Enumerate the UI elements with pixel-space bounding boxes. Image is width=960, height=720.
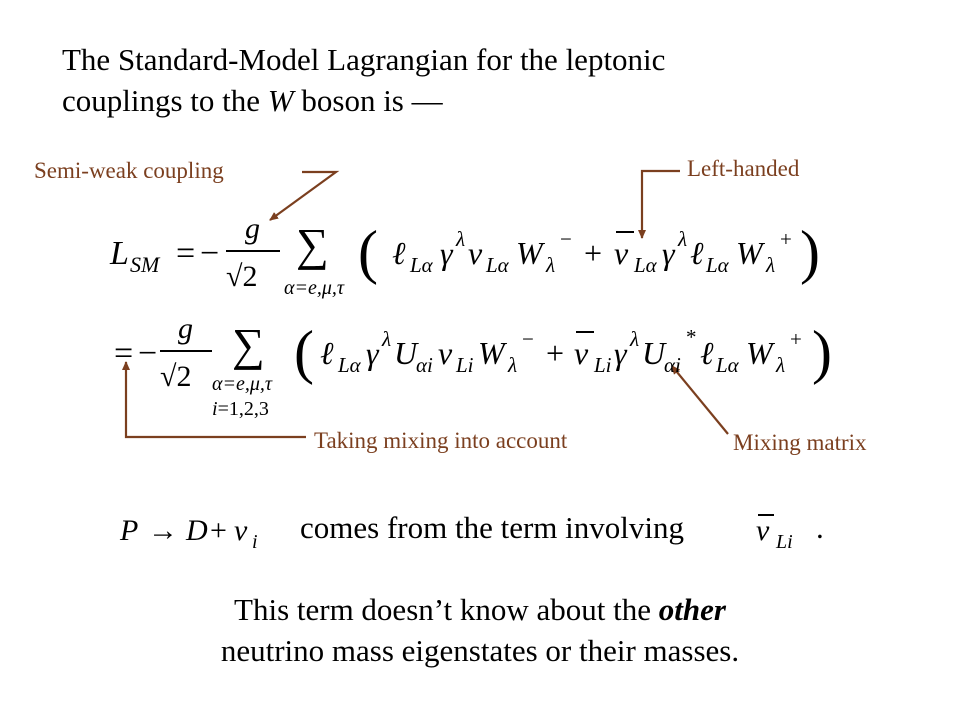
svg-text:D: D: [186, 514, 208, 547]
intro-line-2-start: couplings to the: [62, 82, 268, 118]
mixing-matrix-label: Mixing matrix: [733, 430, 867, 455]
semi-weak-coupling-label: Semi-weak coupling: [34, 158, 224, 183]
closing-line-1-start: This term doesn’t know about the: [234, 592, 659, 627]
svg-text:γ: γ: [614, 335, 627, 371]
svg-text:Li: Li: [594, 353, 612, 377]
svg-text:λ: λ: [678, 227, 688, 251]
closing-paragraph: [0, 590, 960, 672]
svg-text:Lα: Lα: [338, 353, 361, 377]
svg-text:P: P: [120, 514, 139, 547]
svg-text:αi: αi: [664, 353, 681, 377]
svg-text:): ): [800, 219, 820, 285]
left-handed-label: Left-handed: [687, 156, 800, 181]
svg-text:ν: ν: [574, 335, 589, 371]
svg-text:): ): [812, 319, 832, 385]
svg-text:√2: √2: [226, 260, 258, 293]
semi-weak-arrow: [270, 172, 336, 220]
statement-text: comes from the term involving: [300, 510, 684, 545]
svg-text:ν: ν: [614, 235, 629, 271]
svg-text:=: =: [114, 335, 134, 372]
svg-text:√2: √2: [160, 360, 192, 393]
svg-text:−: −: [138, 335, 158, 372]
svg-text:W: W: [736, 235, 763, 271]
svg-text:γ: γ: [662, 235, 675, 271]
svg-text:αi: αi: [416, 353, 433, 377]
svg-text:ℓ: ℓ: [690, 235, 704, 271]
svg-text:SM: SM: [130, 252, 160, 277]
svg-text:*: *: [686, 325, 697, 349]
svg-text:(: (: [358, 219, 378, 285]
svg-text:λ: λ: [456, 227, 466, 251]
svg-text:∑: ∑: [232, 319, 265, 370]
closing-line-2: neutrino mass eigenstates or their masses.: [220, 632, 740, 668]
svg-text:g: g: [245, 212, 260, 245]
svg-text:i: i: [252, 531, 258, 553]
svg-text:λ: λ: [546, 253, 556, 277]
svg-text:U: U: [642, 335, 666, 371]
svg-text:λ: λ: [766, 253, 776, 277]
intro-line-1: The Standard-Model Lagrangian for the leptonic: [62, 42, 666, 77]
svg-text:(: (: [294, 319, 314, 385]
svg-text:α=e,μ,τ: α=e,μ,τ: [284, 277, 345, 299]
svg-text:γ: γ: [440, 235, 453, 271]
svg-text:ℓ: ℓ: [700, 335, 714, 371]
svg-text:=: =: [176, 235, 196, 272]
svg-text:+: +: [780, 227, 792, 251]
svg-text:Lα: Lα: [486, 253, 509, 277]
svg-text:+: +: [584, 235, 603, 271]
closing-emphasis: other: [658, 592, 726, 627]
svg-text:ℓ: ℓ: [392, 235, 406, 271]
svg-text:ν: ν: [468, 235, 483, 271]
statement-line: [300, 510, 684, 546]
nu-bar-li-symbol: [756, 514, 793, 553]
svg-text:W: W: [478, 335, 505, 371]
svg-text:L: L: [110, 235, 129, 272]
svg-text:+: +: [790, 327, 802, 351]
svg-text:Lα: Lα: [706, 253, 729, 277]
svg-text:Li: Li: [456, 353, 474, 377]
svg-text:−: −: [200, 235, 220, 272]
svg-text:λ: λ: [776, 353, 786, 377]
svg-text:W: W: [746, 335, 773, 371]
svg-text:Lα: Lα: [634, 253, 657, 277]
statement-period: .: [816, 510, 824, 545]
svg-text:Li: Li: [776, 531, 793, 553]
svg-text:+: +: [210, 514, 227, 547]
svg-text:ν: ν: [438, 335, 453, 371]
svg-text:U: U: [394, 335, 418, 371]
svg-text:g: g: [178, 312, 193, 345]
svg-text:i=1,2,3: i=1,2,3: [212, 398, 269, 420]
svg-text:α=e,μ,τ: α=e,μ,τ: [212, 373, 273, 395]
svg-text:λ: λ: [382, 327, 392, 351]
svg-text:ν: ν: [756, 514, 770, 547]
svg-text:ℓ: ℓ: [320, 335, 334, 371]
lagrangian-equation-2: [114, 312, 832, 420]
svg-text:γ: γ: [366, 335, 379, 371]
intro-w-symbol: W: [267, 82, 294, 118]
svg-text:ν: ν: [234, 514, 248, 547]
mixing-into-account-label: Taking mixing into account: [314, 428, 568, 453]
svg-text:λ: λ: [630, 327, 640, 351]
lagrangian-equation-1: [109, 212, 820, 299]
svg-text:Lα: Lα: [410, 253, 433, 277]
intro-line-2-end: boson is —: [293, 82, 443, 118]
svg-text:+: +: [546, 335, 565, 371]
svg-text:Lα: Lα: [716, 353, 739, 377]
svg-text:−: −: [560, 227, 572, 251]
left-handed-arrow: [642, 171, 680, 238]
svg-text:−: −: [522, 327, 534, 351]
svg-text:→: →: [148, 514, 178, 547]
svg-text:W: W: [516, 235, 543, 271]
decay-formula: [119, 514, 258, 553]
svg-text:∑: ∑: [296, 219, 329, 270]
svg-text:λ: λ: [508, 353, 518, 377]
